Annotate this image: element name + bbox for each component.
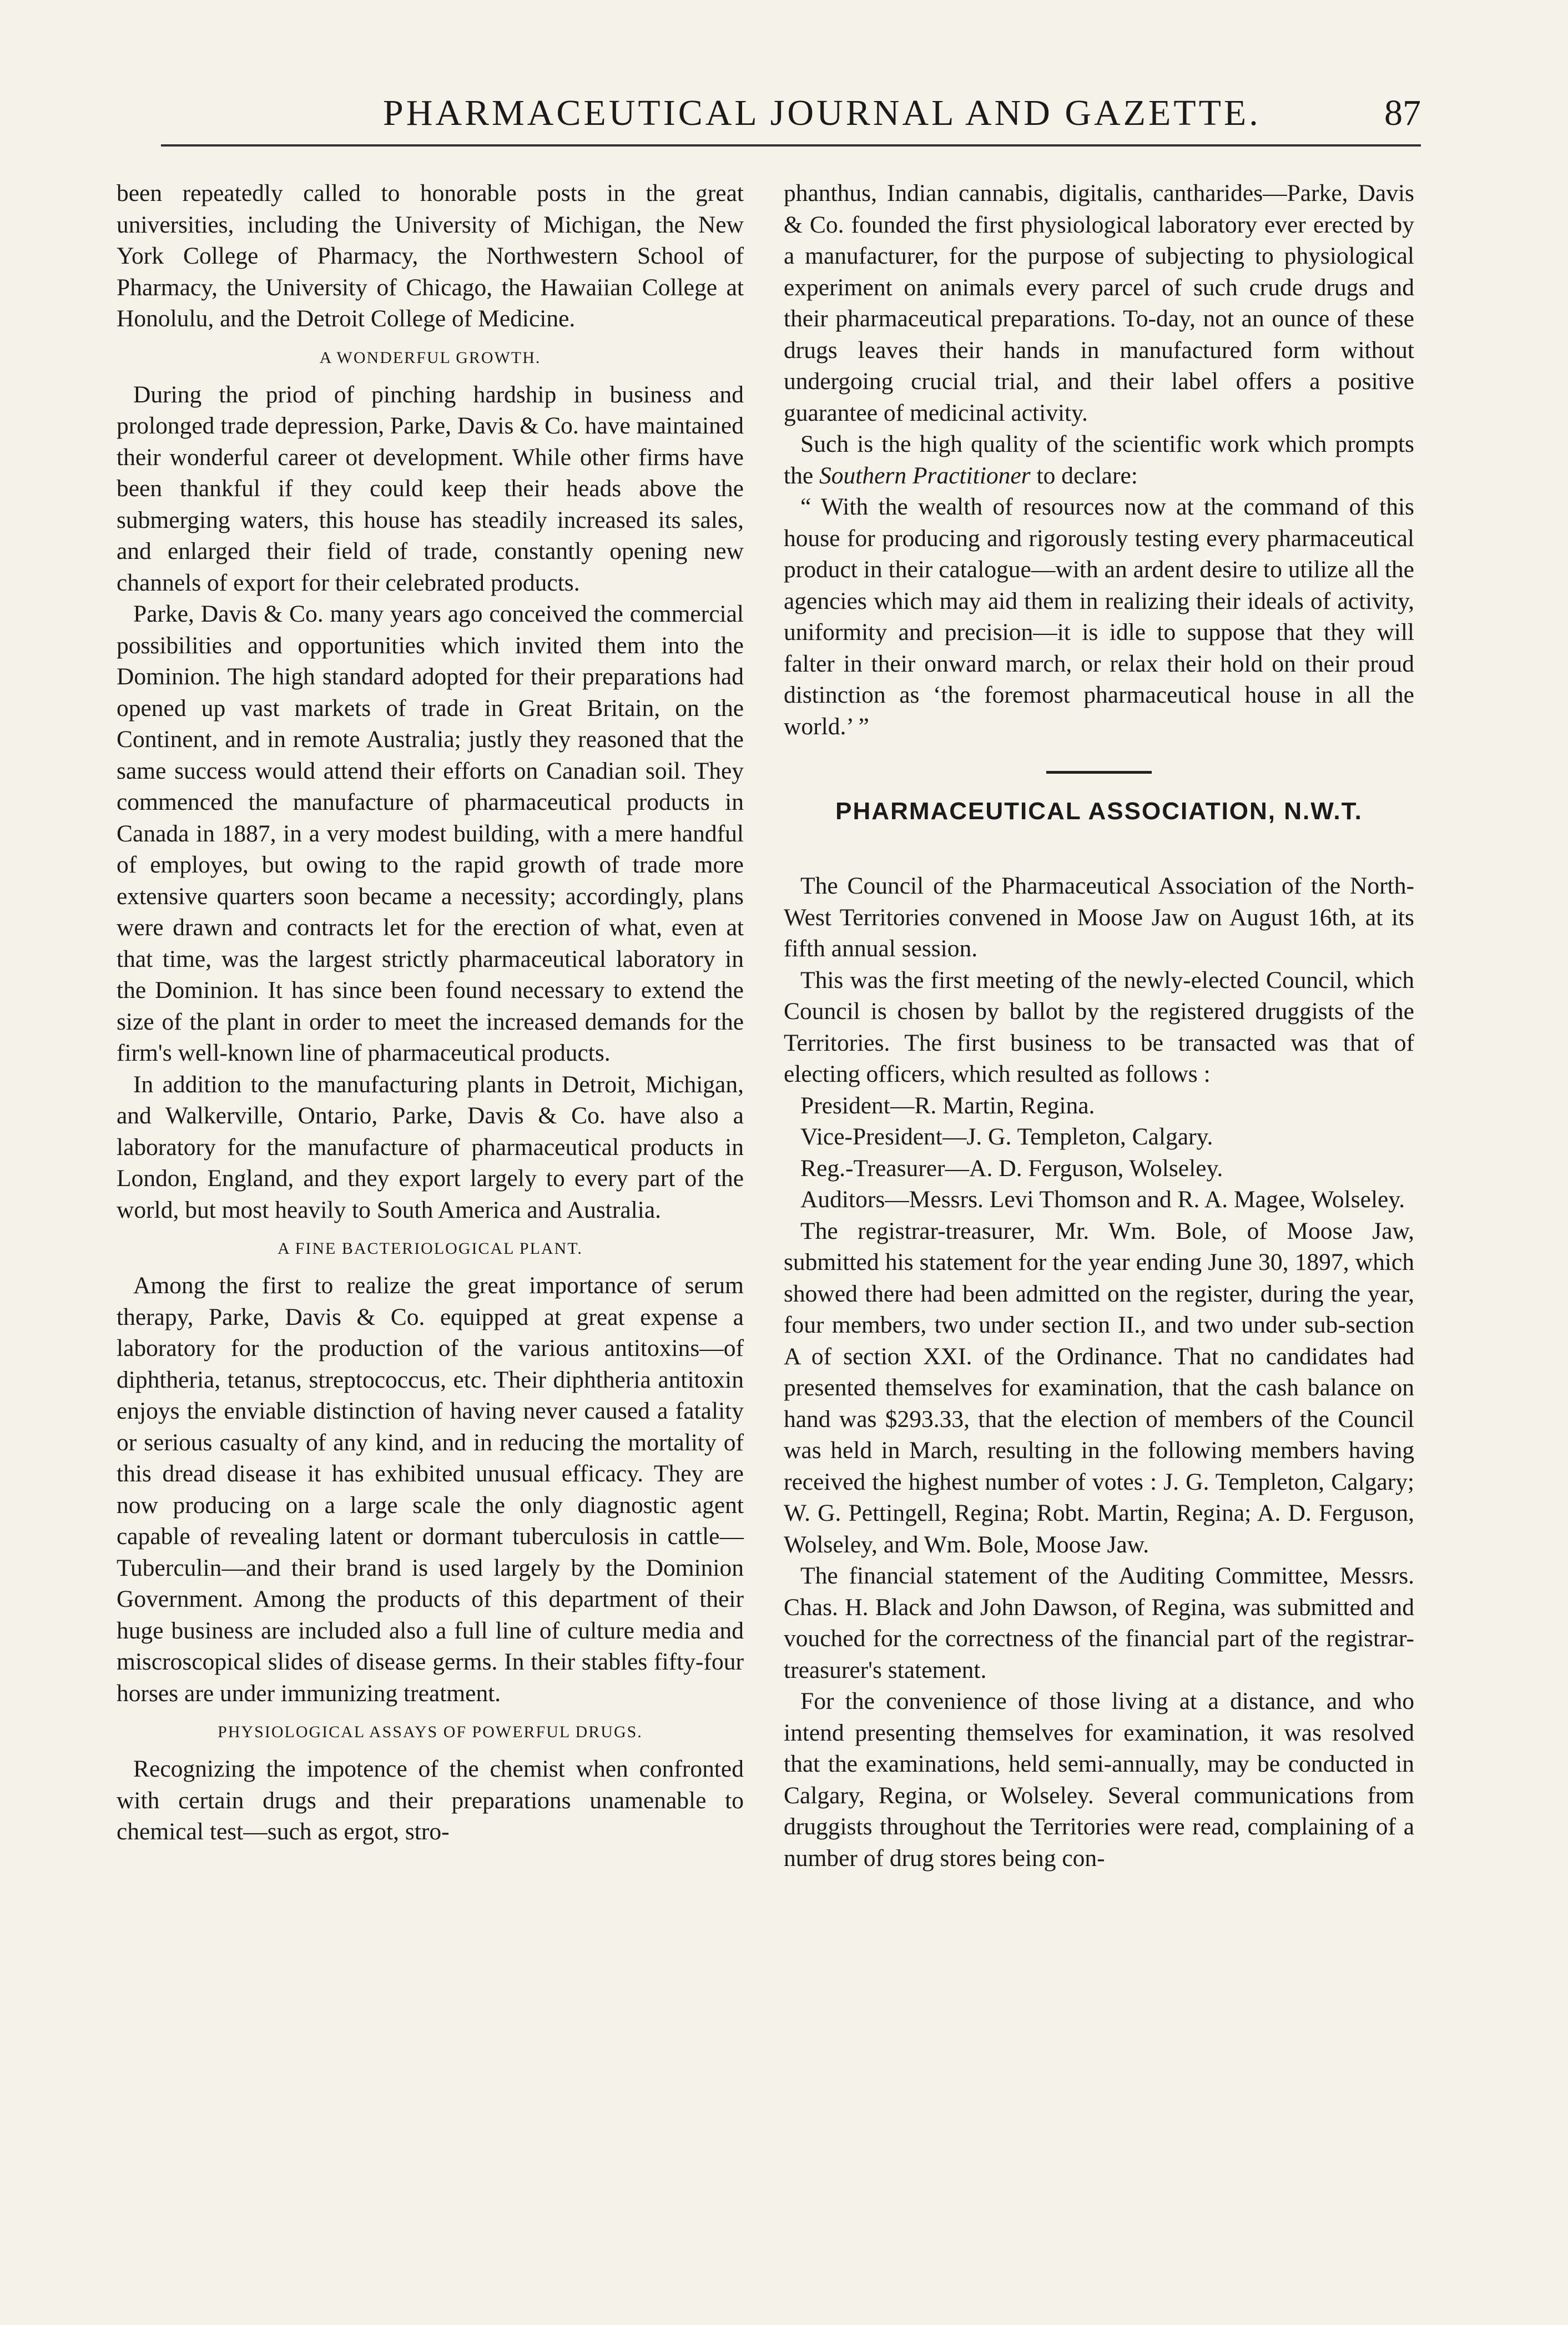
header-rule: [161, 144, 1421, 147]
paragraph: been repeatedly called to honorable posts in the great universities, including the University of Michigan, the New York College of Pharmacy, the Northwestern School of Pharmacy, the University of Chicago, the Hawaiian College at Honolulu, and the Detroit College of Medicine.: [117, 180, 744, 332]
paragraph: phanthus, Indian cannabis, digitalis, cantharides—Parke, Davis & Co. founded the first physiological laboratory ever erected by a manufacturer, for the purpose of subjecting to physiological experiment on animals every parcel of such crude drugs and their pharmaceutical preparations. To-day, not an ounce of these drugs leaves their hands in manufactured form without undergoing crucial trial, and their label offers a positive guarantee of medicinal activity.: [784, 180, 1414, 426]
section-title: PHARMACEUTICAL ASSOCIATION, N.W.T.: [835, 798, 1363, 825]
text-run: to declare:: [1030, 462, 1138, 489]
right-column: [784, 178, 1414, 1874]
page-header: [161, 89, 1421, 155]
paragraph: The registrar-treasurer, Mr. Wm. Bole, of Moose Jaw, submitted his statement for the year ending June 30, 1897, which showed there had been admitted on the register, during the year, four members, two under section II., and two under sub-section A of section XXI. of the Ordinance. That no candidates had presented themselves for examination, that the cash balance on hand was $293.33, that the election of members of the Council was held in March, resulting in the following members having received the highest number of votes : J. G. Templeton, Calgary; W. G. Pettingell, Regina; Robt. Martin, Regina; A. D. Ferguson, Wolseley, and Wm. Bole, Moose Jaw.: [784, 1217, 1414, 1558]
paragraph: The Council of the Pharmaceutical Association of the North-West Territories convened in Moose Jaw on August 16th, at its fifth annual session.: [784, 872, 1414, 962]
paragraph: Among the first to realize the great importance of serum therapy, Parke, Davis & Co. equipped at great expense a laboratory for the production of the various antitoxins—of diphtheria, tetanus, streptococcus, etc. Their diphtheria antitoxin enjoys the enviable distinction of having never caused a fatality or serious casualty of any kind, and in reducing the mortality of this dread disease it has exhibited unusual efficacy. They are now producing on a large scale the only diagnostic agent capable of revealing latent or dormant tuberculosis in cattle—Tuberculin—and their brand is used largely by the Dominion Government. Among the products of this department of their huge business are included also a full line of culture media and miscroscopical slides of disease germs. In their stables fifty-four horses are under immunizing treatment.: [117, 1272, 744, 1707]
journal-title-italic: Southern Practitioner: [819, 462, 1031, 489]
text-run: Such is the high quality of the scientific work which prompts the: [784, 431, 1414, 489]
officer-line: President—R. Martin, Regina.: [800, 1092, 1095, 1119]
paragraph: For the convenience of those living at a distance, and who intend presenting themselves for examination, it was resolved that the examinations, held semi-annually, may be conducted in Calgary, Regina, or Wolseley. Several communications from druggists throughout the Territories were read, complaining of a number of drug stores being con-: [784, 1688, 1414, 1872]
paragraph: This was the first meeting of the newly-elected Council, which Council is chosen by ballot by the registered druggists of the Territories. The first business to be transacted was that of electing officers, which resulted as follows :: [784, 966, 1414, 1087]
section-divider: [1046, 771, 1152, 774]
subheading-physiological-assays: PHYSIOLOGICAL ASSAYS OF POWERFUL DRUGS.: [218, 1723, 643, 1741]
subheading-bacteriological-plant: A FINE BACTERIOLOGICAL PLANT.: [278, 1239, 583, 1258]
officer-line: Auditors—Messrs. Levi Thomson and R. A. Magee, Wolseley.: [800, 1186, 1405, 1213]
paragraph: Recognizing the impotence of the chemist when confronted with certain drugs and their preparations unamenable to chemical test—such as ergot, stro-: [117, 1756, 744, 1845]
running-head: PHARMACEUTICAL JOURNAL AND GAZETTE.: [383, 93, 1261, 133]
page-number: 87: [1384, 93, 1421, 133]
quotation: “ With the wealth of resources now at the command of this house for producing and rigorously testing every pharmaceutical product in their catalogue—with an ardent desire to utilize all the agencies which may aid them in realizing their ideals of activity, uniformity and precision—it is idle to suppose that they will falter in their onward march, or relax their hold on their proud distinction as ‘the foremost pharmaceutical house in all the world.’ ”: [784, 493, 1414, 740]
paragraph: During the priod of pinching hardship in business and prolonged trade depression, Parke, Davis & Co. have maintained their wonderful career ot development. While other firms have been thankful if they could keep their heads above the submerging waters, this house has steadily increased its sales, and enlarged their field of trade, constantly opening new channels of export for their celebrated products.: [117, 381, 744, 596]
paragraph: The financial statement of the Auditing Committee, Messrs. Chas. H. Black and John Dawson, of Regina, was submitted and vouched for the correctness of the financial part of the registrar-treasurer's statement.: [784, 1562, 1414, 1683]
officer-line: Vice-President—J. G. Templeton, Calgary.: [800, 1123, 1213, 1150]
subheading-wonderful-growth: A WONDERFUL GROWTH.: [319, 348, 541, 367]
paragraph: [784, 428, 1414, 491]
paragraph: In addition to the manufacturing plants in Detroit, Michigan, and Walkerville, Ontario, Parke, Davis & Co. have also a laboratory for the manufacture of pharmaceutical products in London, England, and they export largely to every part of the world, but most heavily to South America and Australia.: [117, 1071, 744, 1223]
officer-line: Reg.-Treasurer—A. D. Ferguson, Wolseley.: [800, 1154, 1223, 1182]
left-column: [117, 178, 744, 1848]
paragraph: Parke, Davis & Co. many years ago conceived the commercial possibilities and opportunities which invited them into the Dominion. The high standard adopted for their preparations had opened up vast markets of trade in Great Britain, on the Continent, and in remote Australia; justly they reasoned that the same success would attend their efforts on Canadian soil. They commenced the manufacture of pharmaceutical products in Canada in 1887, in a very modest building, with a mere handful of employes, but owing to the rapid growth of trade more extensive quarters soon became a necessity; accordingly, plans were drawn and contracts let for the erection of what, even at that time, was the largest strictly pharmaceutical laboratory in the Dominion. It has since been found necessary to extend the size of the plant in order to meet the increased demands for the firm's well-known line of pharmaceutical products.: [117, 601, 744, 1066]
